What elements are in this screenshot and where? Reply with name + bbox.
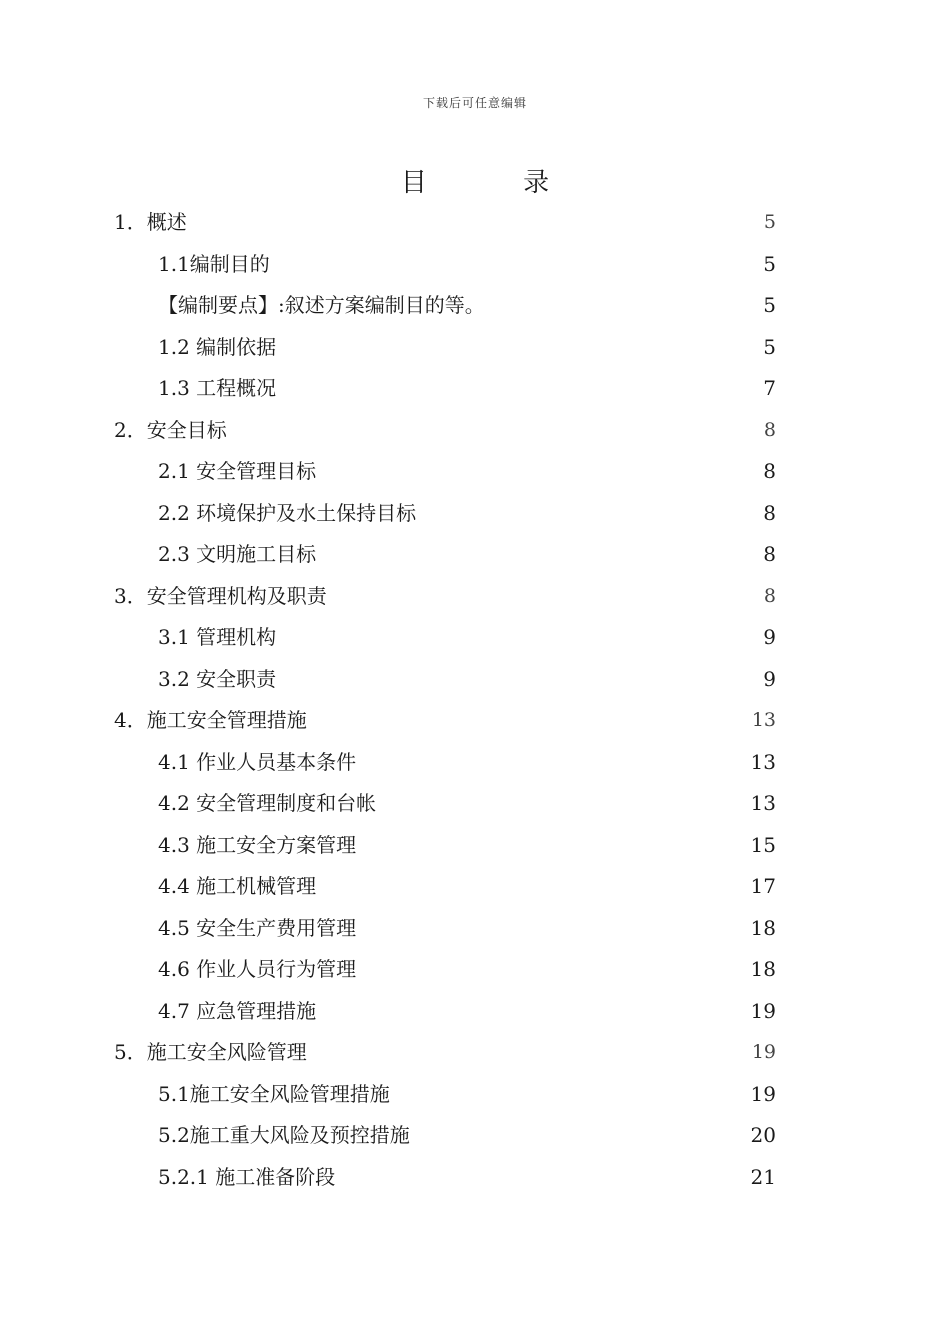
toc-entry-page-number: 21	[750, 1164, 776, 1189]
toc-entry[interactable]	[110, 742, 776, 784]
toc-entry[interactable]	[110, 866, 776, 908]
toc-entry[interactable]	[110, 1032, 776, 1074]
toc-entry-page-number: 13	[751, 709, 776, 731]
table-of-contents	[110, 202, 776, 1198]
toc-entry-label: 5．施工安全风险管理	[114, 1040, 307, 1064]
toc-entry[interactable]	[110, 700, 776, 742]
toc-entry-label: 2.3 文明施工目标	[158, 542, 317, 566]
toc-entry[interactable]	[110, 327, 776, 369]
toc-entry[interactable]	[110, 1115, 776, 1157]
toc-entry[interactable]	[110, 451, 776, 493]
toc-entry-page-number: 8	[763, 500, 776, 525]
toc-entry-page-number: 5	[763, 211, 776, 233]
toc-entry-page-number: 7	[763, 376, 776, 400]
toc-entry[interactable]	[110, 659, 776, 701]
toc-entry-page-number: 18	[750, 957, 776, 981]
toc-entry-label: 2.2 环境保护及水土保持目标	[158, 500, 417, 525]
toc-entry-page-number: 8	[763, 584, 776, 607]
toc-entry-page-number: 8	[763, 418, 776, 441]
toc-entry-label: 2．安全目标	[114, 417, 227, 442]
toc-entry-label: 4.3 施工安全方案管理	[158, 832, 357, 857]
toc-entry-label: 2.1 安全管理目标	[158, 459, 317, 483]
toc-entry-label: 4.6 作业人员行为管理	[158, 957, 357, 981]
toc-entry-label: 5.2.1 施工准备阶段	[158, 1164, 336, 1189]
toc-entry-page-number: 8	[763, 459, 776, 483]
toc-entry-label: 3．安全管理机构及职责	[114, 583, 327, 608]
toc-entry[interactable]	[110, 908, 776, 950]
toc-entry[interactable]	[110, 991, 776, 1033]
toc-entry-label: 4．施工安全管理措施	[114, 708, 307, 732]
toc-entry-label: 1.2 编制依据	[158, 334, 277, 359]
toc-entry[interactable]	[110, 244, 776, 286]
toc-entry[interactable]	[110, 1157, 776, 1199]
toc-entry-page-number: 9	[763, 666, 776, 691]
toc-entry[interactable]	[110, 368, 776, 410]
toc-entry-page-number: 17	[750, 874, 776, 898]
toc-entry-page-number: 5	[763, 251, 776, 276]
toc-entry-label: 4.4 施工机械管理	[158, 874, 317, 898]
toc-entry-page-number: 19	[750, 998, 776, 1023]
toc-entry[interactable]	[110, 202, 776, 244]
toc-entry[interactable]	[110, 783, 776, 825]
toc-entry[interactable]	[110, 825, 776, 867]
toc-entry-page-number: 5	[763, 334, 776, 359]
toc-entry-label: 3.2 安全职责	[158, 666, 277, 691]
toc-entry-page-number: 20	[750, 1123, 776, 1147]
toc-entry-label: 1.1编制目的	[158, 251, 270, 276]
toc-entry-label: 1．概述	[114, 210, 187, 234]
page-header-note: 下载后可任意编辑	[422, 96, 527, 110]
toc-entry[interactable]	[110, 285, 776, 327]
toc-entry[interactable]	[110, 493, 776, 535]
toc-entry[interactable]	[110, 410, 776, 452]
toc-entry-label: 5.2施工重大风险及预控措施	[158, 1123, 410, 1147]
toc-entry[interactable]	[110, 576, 776, 618]
toc-entry[interactable]	[110, 534, 776, 576]
toc-entry-label: 4.1 作业人员基本条件	[158, 749, 357, 774]
toc-entry-page-number: 19	[750, 1081, 776, 1106]
toc-entry-label: 4.7 应急管理措施	[158, 998, 317, 1023]
toc-entry-label: 【编制要点】:叙述方案编制目的等。	[158, 293, 485, 317]
toc-entry-page-number: 13	[750, 749, 776, 774]
toc-entry-page-number: 5	[763, 293, 776, 317]
toc-entry-page-number: 13	[750, 791, 776, 815]
toc-entry[interactable]	[110, 617, 776, 659]
toc-entry-label: 4.2 安全管理制度和台帐	[158, 791, 377, 815]
toc-entry-label: 5.1施工安全风险管理措施	[158, 1081, 390, 1106]
toc-entry-label: 4.5 安全生产费用管理	[158, 915, 357, 940]
toc-entry-label: 3.1 管理机构	[158, 625, 277, 649]
toc-entry-page-number: 19	[751, 1041, 776, 1063]
toc-entry-page-number: 8	[763, 542, 776, 566]
toc-entry-label: 1.3 工程概况	[158, 376, 277, 400]
toc-entry[interactable]	[110, 1074, 776, 1116]
toc-entry-page-number: 15	[750, 832, 776, 857]
toc-entry[interactable]	[110, 949, 776, 991]
toc-title: 目 录	[400, 168, 594, 198]
toc-entry-page-number: 9	[763, 625, 776, 649]
toc-entry-page-number: 18	[750, 915, 776, 940]
